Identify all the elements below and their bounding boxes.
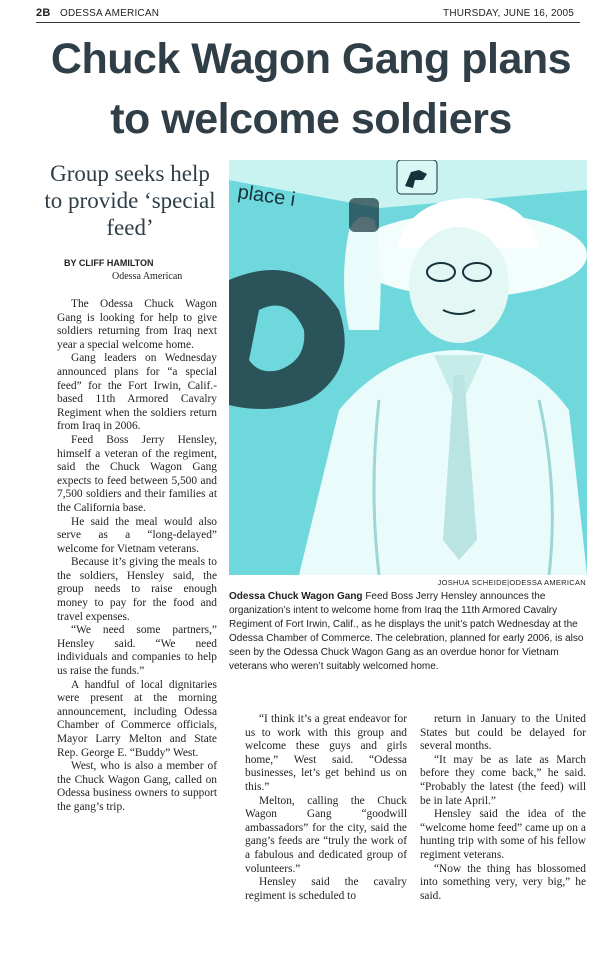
subheadline: Group seeks help to provide ‘special feed’ [44,161,216,240]
paragraph: West, who is also a member of the Chuck Wagon Gang, called on Odessa business owners to support the gang’s trip. [57,760,217,813]
paragraph: A handful of local dignitaries were present at the morning announcement, including Odessa Chamber of Commerce officials, Mayor Larry Melton and State Rep. George E. “Buddy” West. [57,678,217,759]
face [409,227,509,343]
paragraph: “I think it’s a great endeavor for us to work with this group and welcome these guys and girls home,” West said. “Odessa businesses, let’s get behind us on this.” [245,713,407,793]
photo-credit: JOSHUA SCHEIDE|ODESSA AMERICAN [437,578,586,587]
paragraph: “We need some partners,” Hensley said. “We need individuals and companies to help us raise the funds.” [57,624,217,678]
caption-text: Feed Boss Jerry Hensley announces the organization’s intent to welcome home from Iraq the 11th Armored Cavalry Regiment of Fort Irwin, Calif., as he displays the unit’s patch Wednesday at the Odessa Chamber of Commerce. The celebration, planned for early 2006, is also seen by the Odessa Chuck Wagon Gang as an overdue honor for Vietnam veterans who weren’t suitably welcomed home. [229,591,584,672]
paragraph: Gang leaders on Wednesday announced plans for “a special feed” for the Fort Irwin, Calif.-based 11th Armored Cavalry Regiment when the soldiers return from Iraq in 2006. [57,352,217,433]
paragraph: Hensley said the idea of the “welcome home feed” came up on a hunting trip with some of his fellow regiment veterans. [420,808,586,861]
newspaper-name: ODESSA AMERICAN [60,8,160,19]
article-column-2 [245,713,407,903]
article-column-1 [57,298,217,815]
paragraph: “It may be as late as March before they come back,” he said. “Probably the latest (the feed) will be in late April.” [420,753,586,807]
headline-line-2: to welcome soldiers [110,95,512,143]
caption-lead: Odessa Chuck Wagon Gang [229,591,363,602]
paragraph: Hensley said the cavalry regiment is scheduled to [245,876,407,902]
paragraph: Because it’s giving the meals to the soldiers, Hensley said, the group needs to raise enough money to pay for the food and travel expenses. [57,556,217,623]
headline-line-1: Chuck Wagon Gang plans [50,35,572,83]
paragraph: return in January to the United States but could be delayed for several months. [420,713,586,753]
paragraph: Melton, calling the Chuck Wagon Gang “goodwill ambassadors” for the city, said the gang’s feeds are “truly the work of a fabulous and dedicated group of volunteers.” [245,794,407,875]
news-photo [229,160,587,575]
paragraph: “Now the thing has blossomed into something very, very big,” he said. [420,862,586,902]
sign-text: place i [236,181,297,211]
unit-patch [349,198,379,232]
paragraph: The Odessa Chuck Wagon Gang is looking for help to give soldiers returning from Iraq next year a special welcome home. [57,298,217,351]
article-column-3 [420,713,586,903]
page-number: 2B [36,7,51,19]
byline-organization: Odessa American [112,271,183,282]
paragraph: He said the meal would also serve as a “long-delayed” welcome for Vietnam veterans. [57,515,217,555]
photo-caption [229,590,591,674]
raised-hand [344,217,381,330]
paragraph: Feed Boss Jerry Hensley, himself a veteran of the regiment, said the Chuck Wagon Gang expects to feed between 5,500 and 7,500 soldiers and their families at the California base. [57,433,217,514]
byline-name: BY CLIFF HAMILTON [64,258,154,268]
photo-illustration [229,160,587,575]
page-header [36,6,580,23]
issue-date: THURSDAY, JUNE 16, 2005 [443,8,574,19]
